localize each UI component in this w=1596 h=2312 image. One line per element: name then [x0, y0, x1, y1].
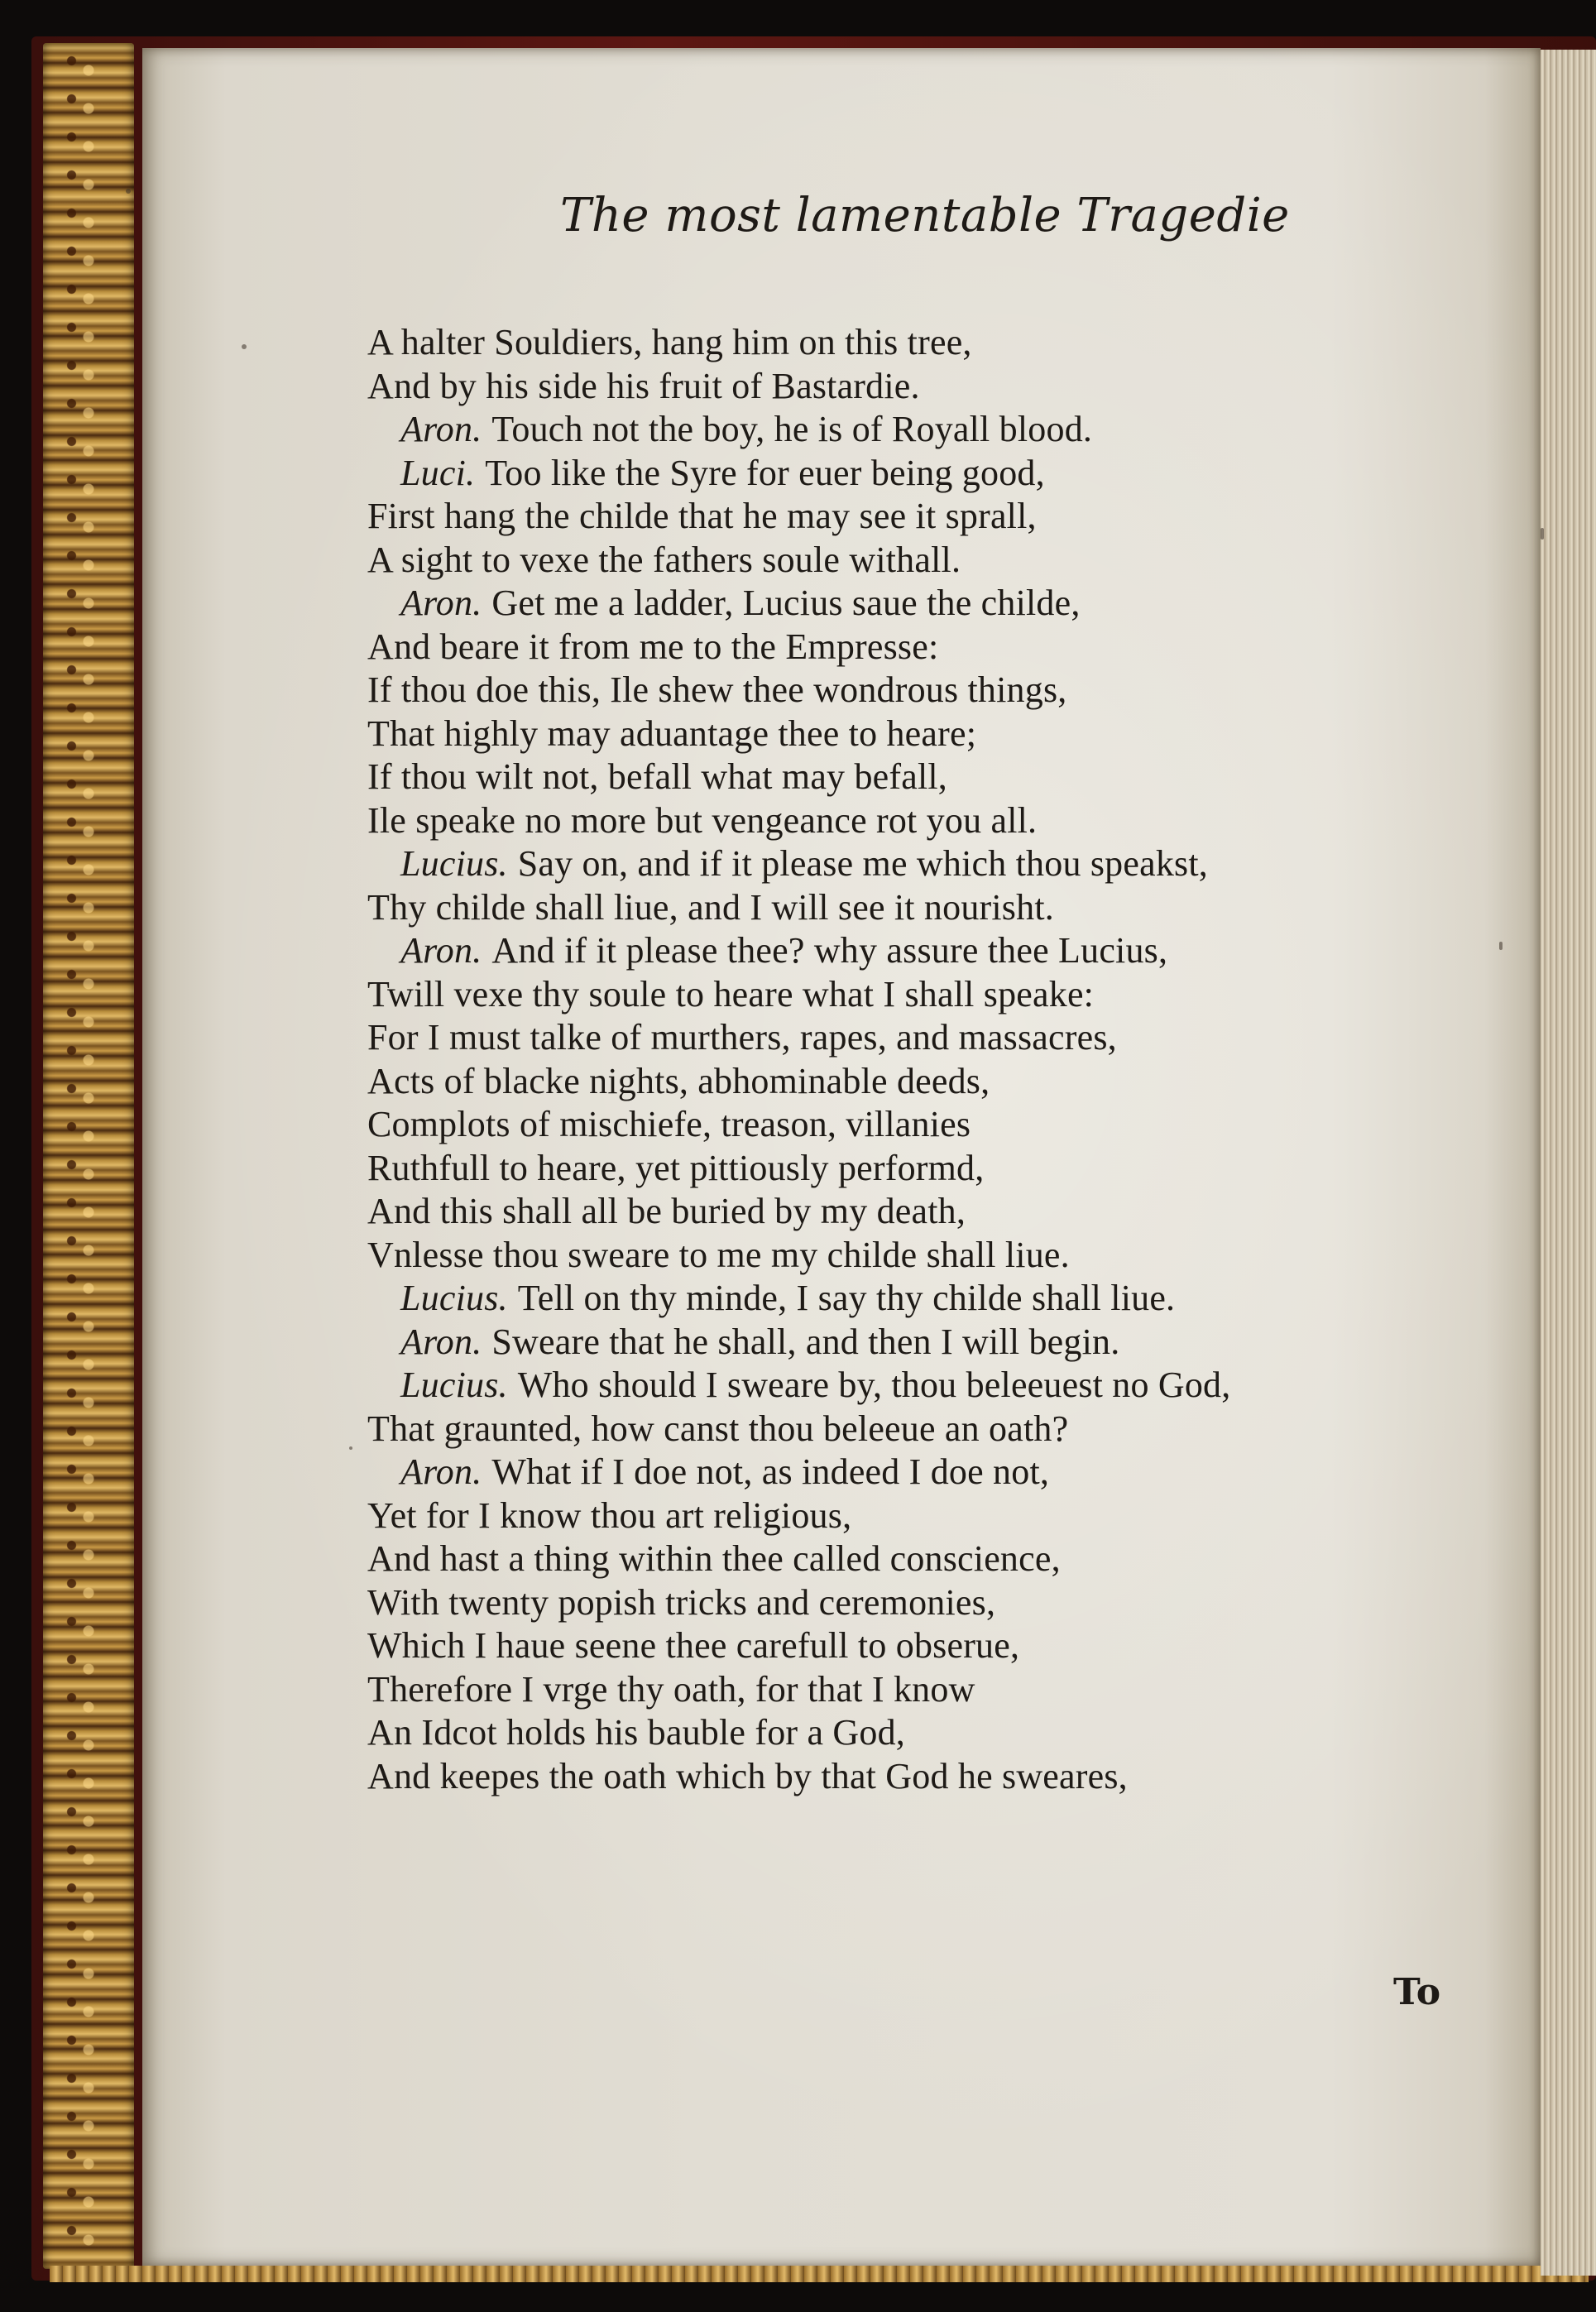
verse-line — [367, 495, 1592, 539]
line-text: Therefore I vrge thy oath, for that I know — [367, 1668, 975, 1710]
book-page — [142, 48, 1541, 2266]
running-title: The most lamentable Tragedie — [560, 189, 1290, 242]
speaker-name: Aron. — [400, 583, 482, 623]
line-text: If thou doe this, Ile shew thee wondrous things, — [367, 669, 1067, 710]
line-text: And keepes the oath which by that God he sweares, — [367, 1755, 1128, 1796]
catchword: To — [1393, 1971, 1441, 2013]
line-text: And hast a thing within thee called conscience, — [367, 1538, 1061, 1579]
line-text: That graunted, how canst thou beleeue an oath? — [367, 1408, 1069, 1449]
speaker-name: Aron. — [400, 1321, 482, 1362]
paper-speck — [242, 344, 247, 349]
verse-line — [367, 1581, 1592, 1625]
speech-line — [367, 1277, 1592, 1321]
speech-line — [367, 1451, 1592, 1494]
verse-text — [367, 321, 1592, 1798]
line-text: Acts of blacke nights, abhominable deeds, — [367, 1060, 990, 1101]
verse-line — [367, 973, 1592, 1017]
gilt-edge — [50, 2266, 1589, 2282]
line-text: Which I haue seene thee carefull to obserue, — [367, 1625, 1020, 1666]
paper-speck — [1541, 528, 1544, 540]
line-text: Ile speake no more but vengeance rot you all. — [367, 799, 1038, 841]
speech-line — [367, 1321, 1592, 1365]
verse-line — [367, 1668, 1592, 1712]
speech-line — [367, 929, 1592, 973]
paper-speck — [1499, 942, 1503, 950]
verse-line — [367, 1755, 1592, 1799]
line-text: If thou wilt not, befall what may befall, — [367, 756, 948, 797]
gilt-tooled-border — [43, 43, 134, 2269]
verse-line — [367, 539, 1592, 583]
verse-line — [367, 1494, 1592, 1538]
verse-line — [367, 1624, 1592, 1668]
verse-line — [367, 1408, 1592, 1451]
speaker-name: Aron. — [400, 409, 482, 449]
line-text: And if it please thee? why assure thee Lucius, — [491, 930, 1168, 971]
verse-line — [367, 1147, 1592, 1191]
line-text: What if I doe not, as indeed I doe not, — [491, 1451, 1050, 1492]
paper-speck — [126, 189, 131, 194]
verse-line — [367, 799, 1592, 843]
speech-line — [367, 842, 1592, 886]
verse-line — [367, 712, 1592, 756]
speaker-name: Aron. — [400, 930, 482, 971]
verse-line — [367, 1537, 1592, 1581]
speaker-name: Lucius. — [400, 1278, 508, 1318]
verse-line — [367, 1190, 1592, 1234]
speech-line — [367, 1364, 1592, 1408]
line-text: And this shall all be buried by my death, — [367, 1191, 966, 1231]
line-text: An Idcot holds his bauble for a God, — [367, 1712, 905, 1753]
line-text: Say on, and if it please me which thou speakst, — [517, 843, 1208, 884]
line-text: First hang the childe that he may see it sprall, — [367, 496, 1037, 536]
verse-line — [367, 669, 1592, 712]
line-text: Touch not the boy, he is of Royall blood. — [491, 409, 1093, 449]
line-text: Tell on thy minde, I say thy childe shall liue. — [517, 1278, 1176, 1318]
line-text: Vnlesse thou sweare to me my childe shall liue. — [367, 1234, 1070, 1275]
line-text: With twenty popish tricks and ceremonies, — [367, 1581, 996, 1623]
line-text: Yet for I know thou art religious, — [367, 1494, 852, 1536]
speaker-name: Luci. — [400, 452, 476, 493]
line-text: A halter Souldiers, hang him on this tree, — [367, 322, 972, 362]
line-text: Ruthfull to heare, yet pittiously performd, — [367, 1147, 985, 1188]
verse-line — [367, 1711, 1592, 1755]
line-text: Get me a ladder, Lucius saue the childe, — [491, 583, 1081, 623]
paper-speck — [349, 1446, 352, 1450]
verse-line — [367, 1016, 1592, 1060]
line-text: That highly may aduantage thee to heare; — [367, 712, 977, 754]
line-text: Complots of mischiefe, treason, villanies — [367, 1104, 971, 1144]
speech-line — [367, 452, 1592, 496]
line-text: Who should I sweare by, thou beleeuest no God, — [517, 1365, 1231, 1405]
speaker-name: Lucius. — [400, 1365, 508, 1405]
line-text: Thy childe shall liue, and I will see it nourisht. — [367, 886, 1054, 928]
verse-line — [367, 755, 1592, 799]
verse-line — [367, 365, 1592, 409]
line-text: And beare it from me to the Empresse: — [367, 626, 939, 667]
line-text: Sweare that he shall, and then I will begin. — [491, 1321, 1120, 1362]
line-text: And by his side his fruit of Bastardie. — [367, 365, 920, 406]
verse-line — [367, 1234, 1592, 1278]
speech-line — [367, 408, 1592, 452]
verse-line — [367, 1103, 1592, 1147]
line-text: A sight to vexe the fathers soule withall. — [367, 539, 961, 580]
speech-line — [367, 582, 1592, 626]
line-text: Twill vexe thy soule to heare what I shall speake: — [367, 973, 1095, 1014]
verse-line — [367, 1060, 1592, 1104]
verse-line — [367, 321, 1592, 365]
speaker-name: Lucius. — [400, 843, 508, 884]
line-text: For I must talke of murthers, rapes, and massacres, — [367, 1017, 1117, 1058]
speaker-name: Aron. — [400, 1451, 482, 1492]
verse-line — [367, 626, 1592, 669]
line-text: Too like the Syre for euer being good, — [485, 452, 1045, 493]
verse-line — [367, 886, 1592, 930]
